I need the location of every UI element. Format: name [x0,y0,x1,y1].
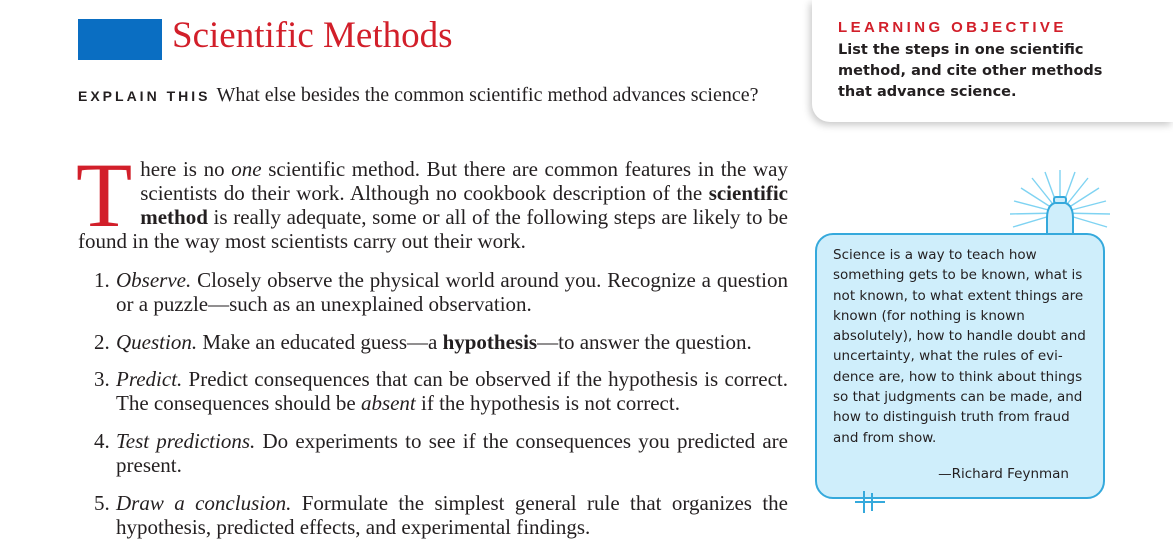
step-number: 4. [94,429,110,453]
quote-author: —Richard Feynman [938,466,1069,482]
learning-objective-label: LEARNING OBJECTIVE [838,19,1067,36]
step-text: Formulate the simplest general rule that organizes the hypothesis, predicted effects, and experimental findings. [116,491,788,539]
step-title: Draw a conclusion. [116,491,292,515]
step-text: if the hypothesis is not correct. [415,391,680,415]
step-number: 2. [94,330,110,354]
step-item [94,367,788,415]
section-color-block [78,19,162,60]
step-title: Predict. [116,367,183,391]
section-title: Scientific Methods [172,15,453,56]
learning-objective-box [812,0,1173,122]
connector-icon [855,489,885,515]
step-item [94,268,788,316]
intro-text-1: here is no [140,157,232,181]
drop-cap: T [76,144,133,246]
intro-text-3: is really adequate, some or all of the following steps are likely to be found in the way most scientists carry out their work. [78,205,788,253]
step-number: 5. [94,491,110,515]
step-key-term: hypothesis [442,330,538,354]
step-text: —to answer the question. [537,330,752,354]
step-text: Make an educated guess—a [197,330,443,354]
step-text: Closely observe the physical world around you. Recognize a question or a puzzle—such as an unexplained observation. [116,268,788,316]
step-title: Test predictions. [116,429,256,453]
step-number: 3. [94,367,110,391]
quote-text: Science is a way to teach how something gets to be known, what is not known, to what extent things are known (for nothing is known absolutely), how to handle doubt and uncertainty, what the rules of evidence are, how to think about things so that judgments can be made, and how to distinguish truth from fraud and from show. [833,247,1086,446]
steps-list [94,268,788,539]
step-emphasis: absent [360,391,416,415]
explain-this-label: EXPLAIN THIS [78,88,211,104]
step-text: Do experiments to see if the consequences you predicted are present. [116,429,788,477]
step-item [94,429,788,477]
step-text: Predict consequences that can be observed if the hypothesis is correct. The consequences should be [116,367,788,415]
explain-this-question: What else besides the common scientific method advances science? [216,84,759,106]
step-item [94,491,788,539]
intro-emphasis: one [231,157,262,181]
intro-paragraph [76,144,788,253]
step-title: Question. [116,330,198,354]
quote-box [815,233,1105,499]
intro-key-term: scientific method [140,181,788,229]
learning-objective-text: List the steps in one scientific method, and cite other methods that advance science. [838,42,1103,100]
step-item [94,330,788,354]
intro-text-2: scientific method. But there are common features in the way scientists do their work. Although no cookbook description of the [140,157,788,205]
step-title: Observe. [116,268,192,292]
explain-this [78,83,778,109]
step-number: 1. [94,268,110,292]
